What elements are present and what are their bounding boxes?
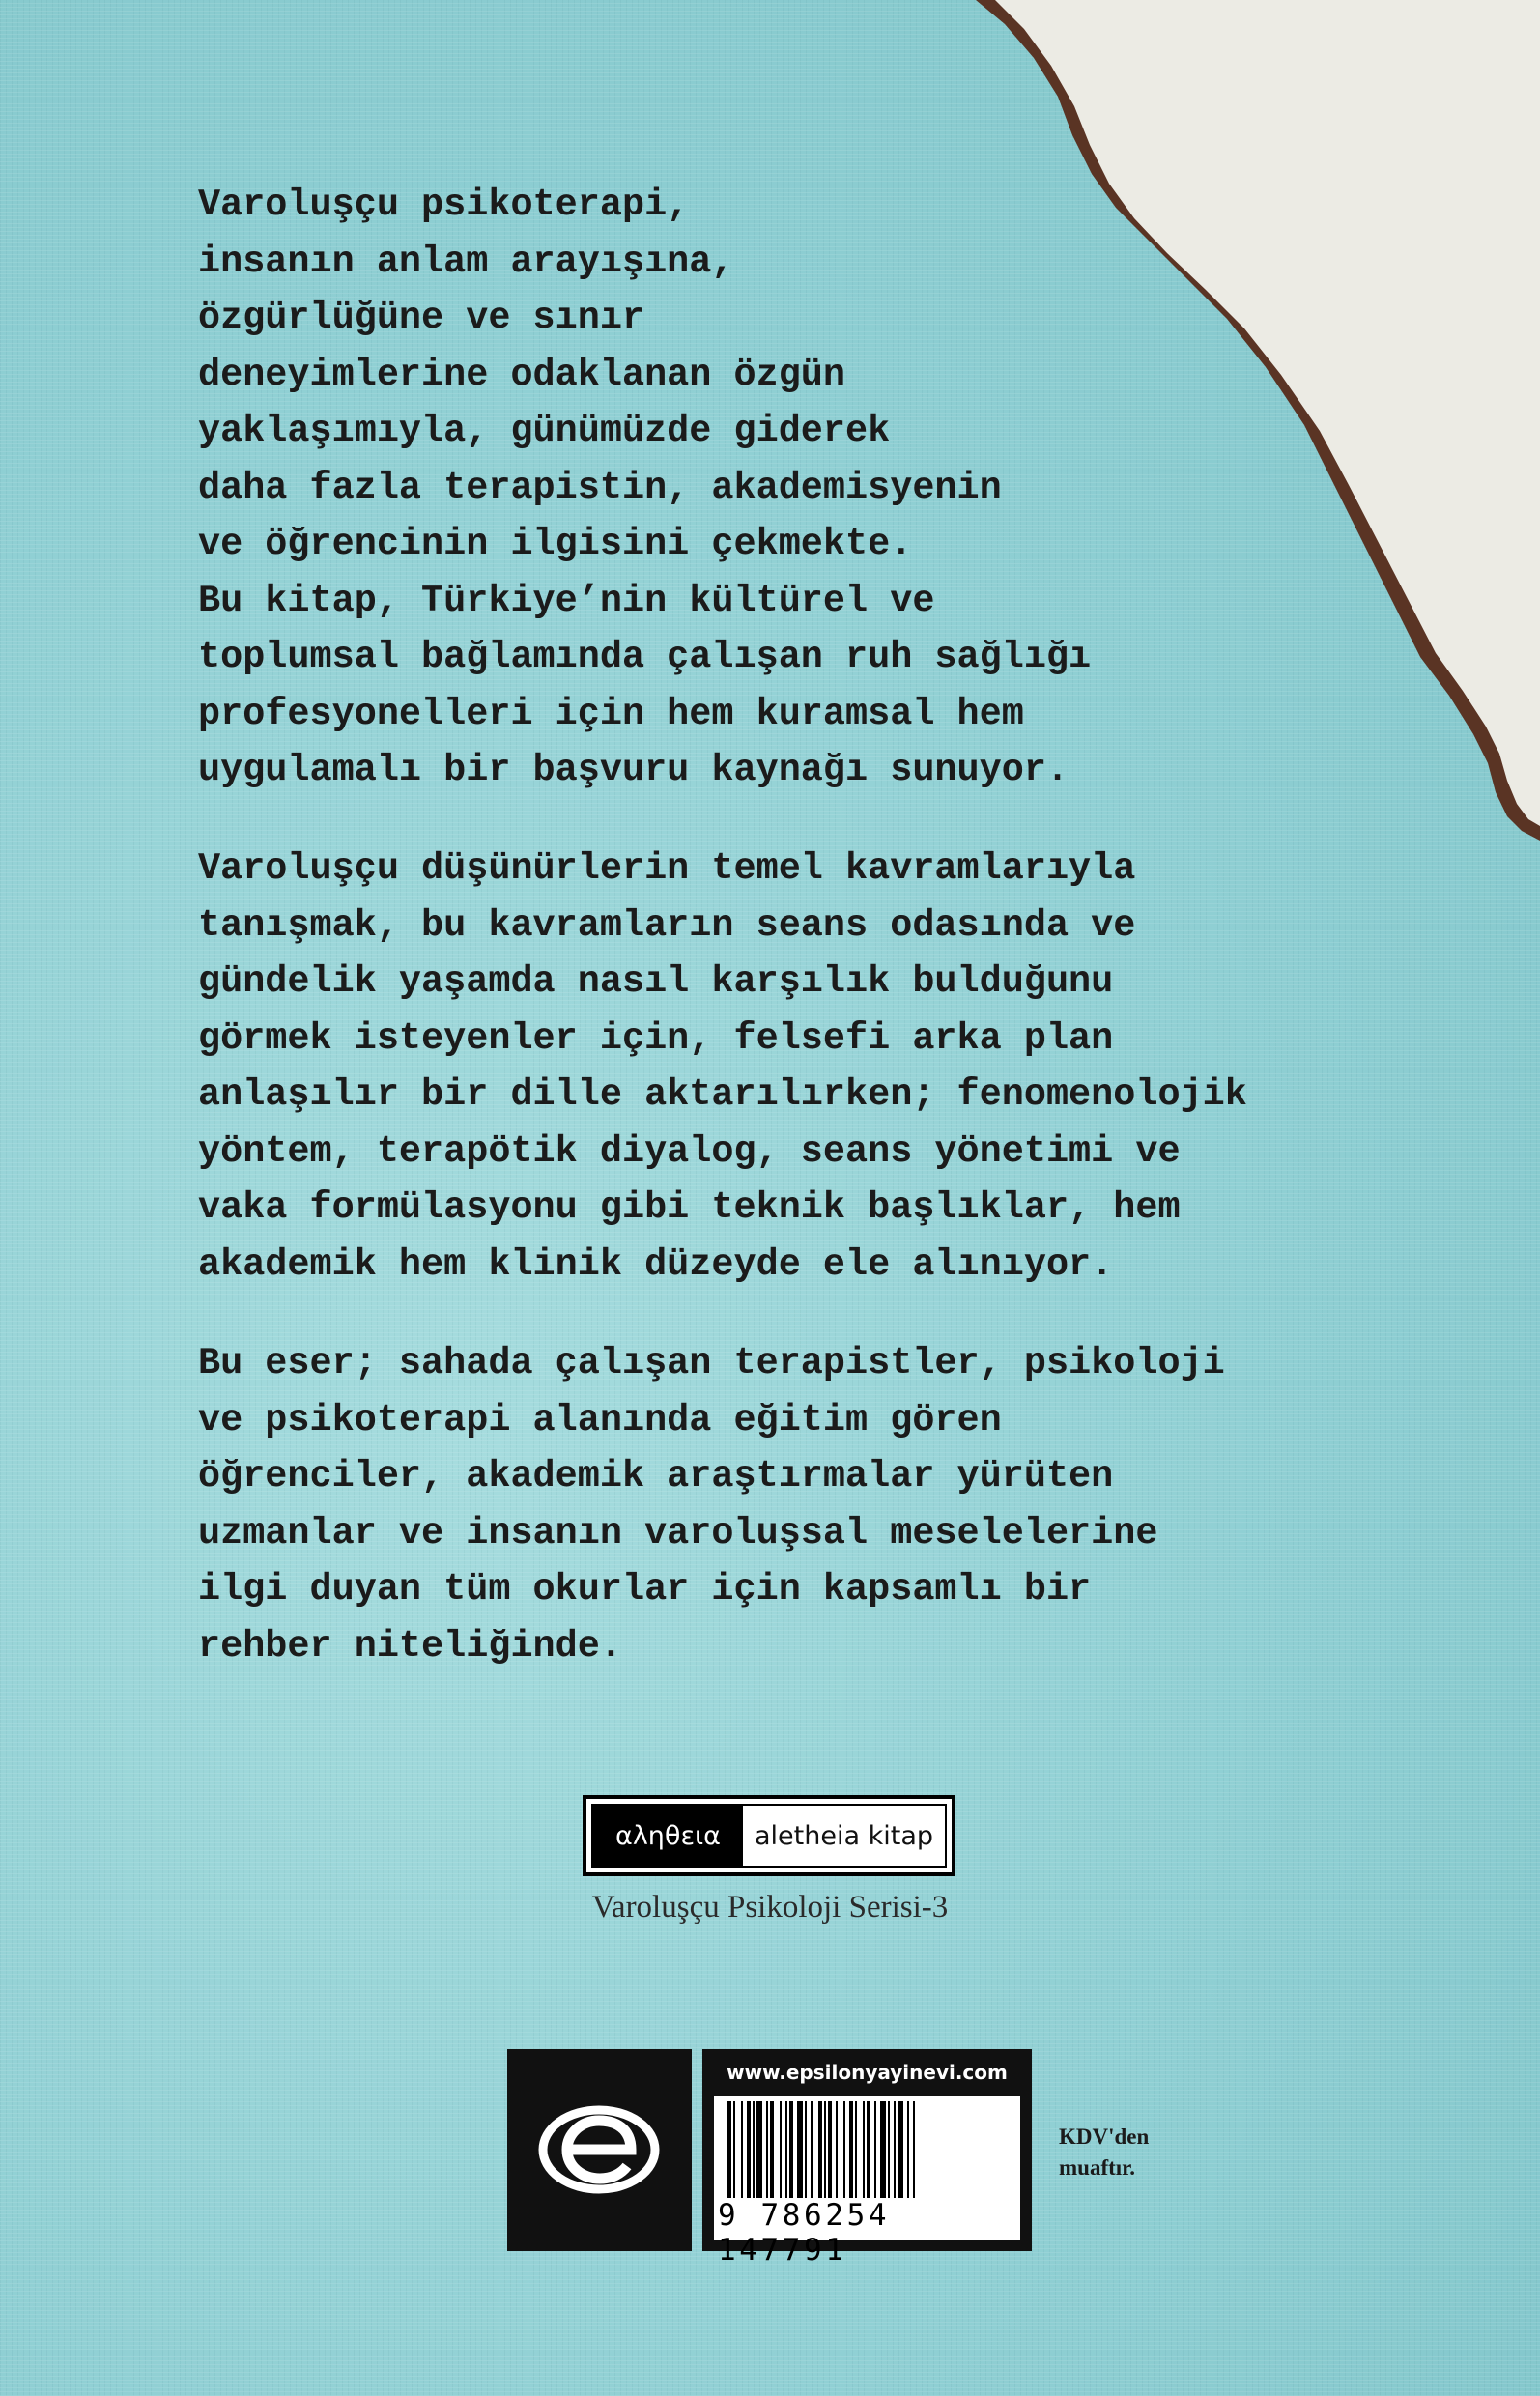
barcode-bar [785,2101,787,2198]
barcode-bar [855,2101,857,2198]
barcode-bar [766,2101,768,2198]
barcode [714,2096,1020,2268]
barcode-panel [702,2049,1032,2268]
isbn-number: 9 786254 147791 [718,2198,891,2268]
barcode-bar [805,2101,807,2198]
barcode-bar [888,2101,890,2198]
epsilon-e-logo-icon [507,2049,692,2251]
barcode-bar [824,2101,826,2198]
barcode-bar [867,2101,870,2198]
imprint-latin-name: aletheia kitap [755,1820,934,1851]
barcode-bar [843,2101,845,2198]
barcode-bar [753,2101,755,2198]
barcode-bar [863,2101,865,2198]
barcode-bar [836,2101,838,2198]
barcode-bar [756,2101,762,2198]
barcode-bar [880,2101,886,2198]
blurb-paragraph: Varoluşçu psikoterapi, insanın anlam arayışına, özgürlüğüne ve sınır deneyimlerine odaklanan özgün yaklaşımıyla, günümüzde giderek daha fazla terapistin, akademisyenin ve öğrencinin ilgisini çekmekte. Bu kitap, Türkiye’nin kültürel ve toplumsal bağlamında çalışan ruh sağlığı profesyonelleri için hem kuramsal hem uygulamalı bir başvuru kaynağı sunuyor. [198,184,1092,791]
barcode-bar [828,2101,832,2198]
blurb-paragraph: Bu eser; sahada çalışan terapistler, psikoloji ve psikoterapi alanında eğitim gören öğrenciler, akademik araştırmalar yürüten uzmanlar ve insanın varoluşsal meselelerine ilgi duyan tüm okurlar için kapsamlı bir rehber niteliğinde. [198,1342,1225,1668]
publisher-website: www.epsilonyayinevi.com [727,2061,1008,2084]
barcode-bar [770,2101,774,2198]
blurb-paragraph: Varoluşçu düşünürlerin temel kavramlarıyla tanışmak, bu kavramların seans odasında ve gündelik yaşamda nasıl karşılık bulduğunu görmek isteyenler için, felsefi arka plan anlaşılır bir dille aktarılırken; fenomenolojik yöntem, terapötik diyalog, seans yönetimi ve vaka formülasyonu gibi teknik başlıklar, hem akademik hem klinik düzeyde ele alınıyor. [198,847,1247,1286]
tax-exemption-note: KDV'den muaftır. [1059,2125,1150,2180]
aletheia-imprint-logo [583,1795,955,1876]
barcode-bar [780,2101,782,2198]
publisher-logo [507,2049,692,2251]
barcode-bar [747,2101,751,2198]
barcode-bar [907,2101,909,2198]
imprint-greek-name: αληθεια [593,1806,743,1866]
series-title: Varoluşçu Psikoloji Serisi-3 [591,1890,949,1925]
barcode-bar [733,2101,735,2198]
barcode-bar [797,2101,803,2198]
barcode-bar [727,2101,731,2198]
barcode-bar [894,2101,896,2198]
barcode-bar [849,2101,853,2198]
barcode-bar [874,2101,876,2198]
barcode-bar [913,2101,915,2198]
barcode-bar [818,2101,822,2198]
barcode-bar [811,2101,813,2198]
barcode-bars [727,2101,1008,2198]
barcode-bar [898,2101,903,2198]
barcode-bar [789,2101,793,2198]
barcode-bar [741,2101,743,2198]
